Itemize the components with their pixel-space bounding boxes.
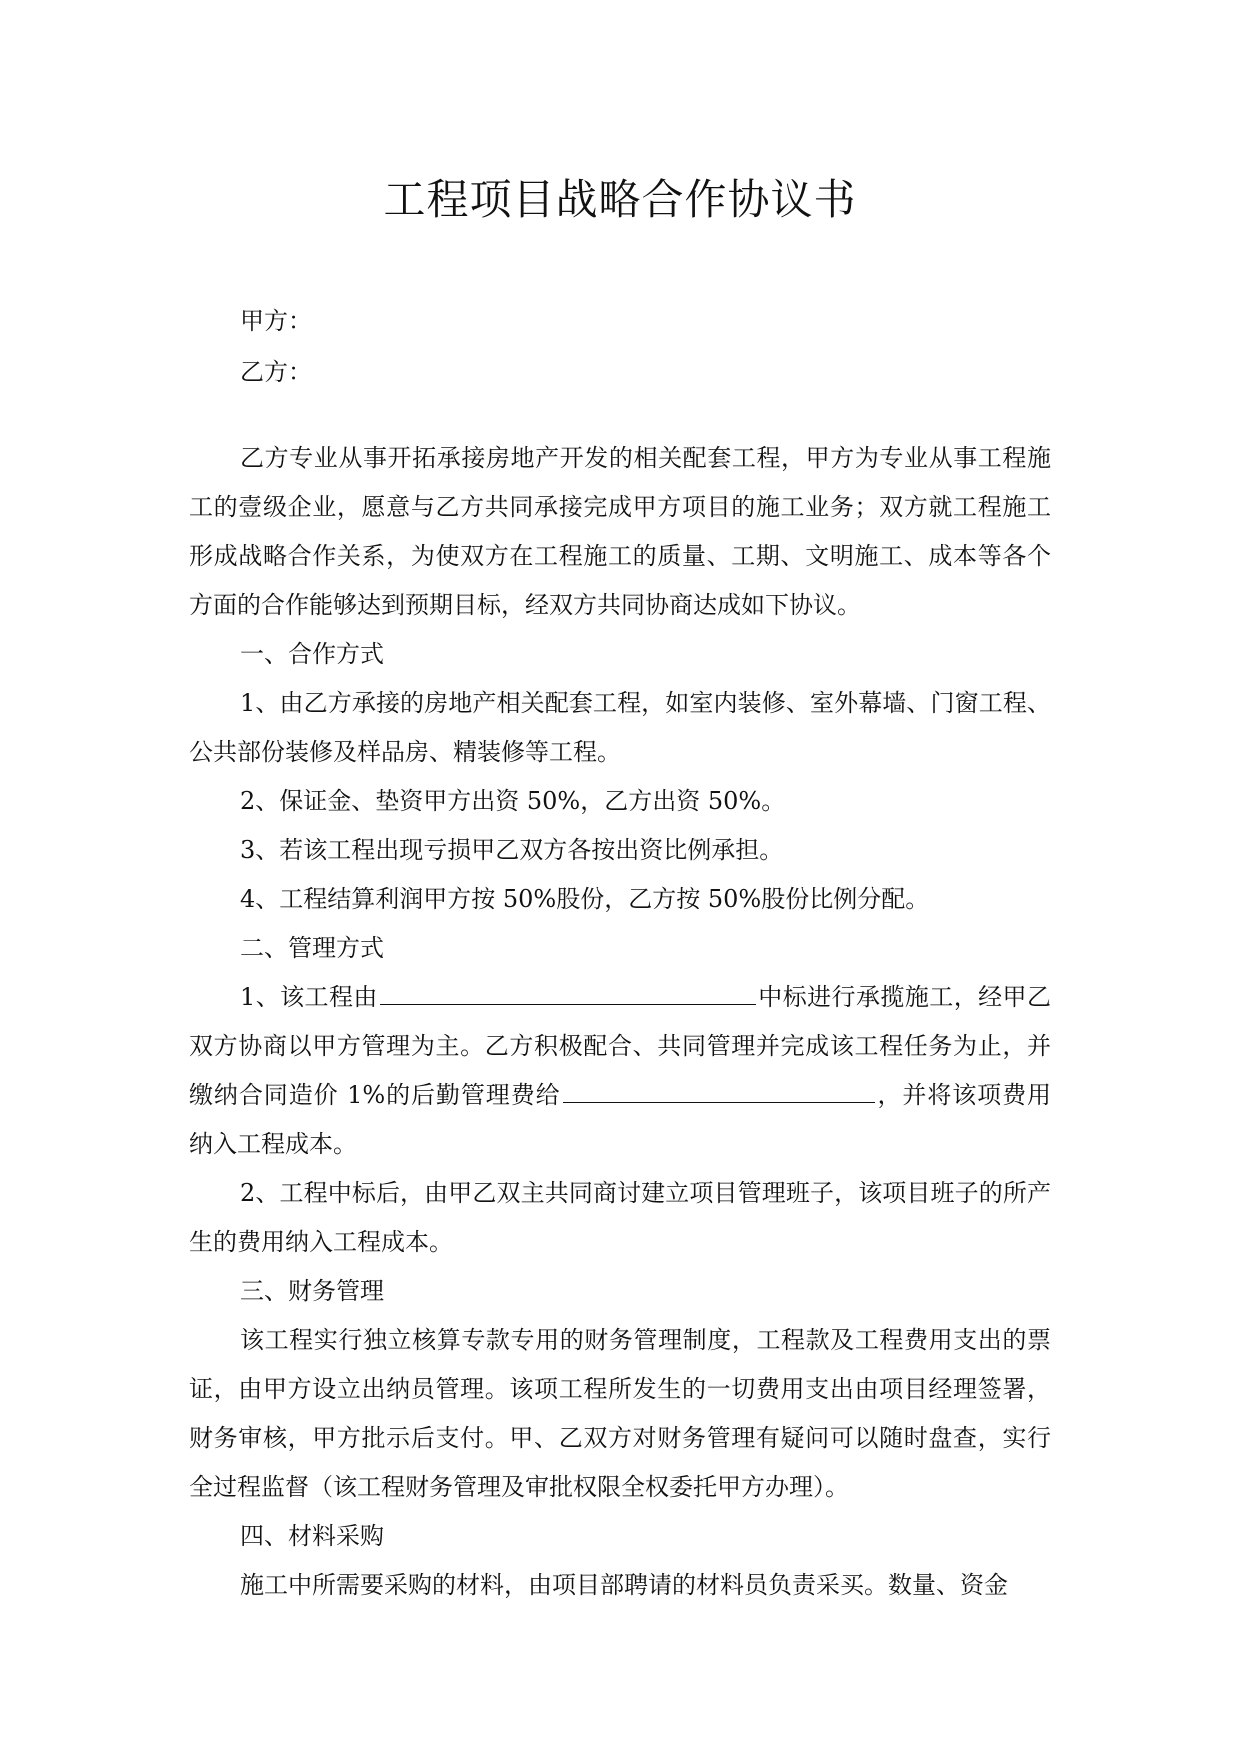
- section-2-heading: 二、管理方式: [240, 934, 384, 962]
- parties-block: [240, 296, 1040, 398]
- section-3-text: 该工程实行独立核算专款专用的财务管理制度，工程款及工程费用支出的票证，由甲方设立出纳员管理。该项工程所发生的一切费用支出由项目经理签署，财务审核，甲方批示后支付。甲、乙双方对财务管理有疑问可以随时盘查，实行全过程监督（该工程财务管理及审批权限全权委托甲方办理）。: [189, 1326, 1051, 1501]
- section-2-item-2: 2、工程中标后，由甲乙双主共同商讨建立项目管理班子，该项目班子的所产生的费用纳入工程成本。: [189, 1179, 1051, 1256]
- fee-recipient-blank-line: [563, 1080, 875, 1103]
- section-1-item-4: 4、工程结算利润甲方按 50%股份，乙方按 50%股份比例分配。: [240, 885, 930, 913]
- document-body: [189, 434, 1051, 1610]
- contractor-blank-line: [380, 982, 756, 1005]
- section-4-heading: 四、材料采购: [240, 1522, 384, 1550]
- section-2-item-1-part-b: 中标进行承揽施工，经甲乙双方协商以甲方管理为主。乙方积极配合、共同管理并完成该工程任务为止，并缴纳合同造价 1%的后勤管理费给: [189, 983, 1051, 1109]
- section-1-item-2: 2、保证金、垫资甲方出资 50%，乙方出资 50%。: [240, 787, 786, 815]
- document-title: 工程项目战略合作协议书: [383, 175, 857, 224]
- section-1-item-3: 3、若该工程出现亏损甲乙双方各按出资比例承担。: [240, 836, 784, 864]
- section-4-text: 施工中所需要采购的材料，由项目部聘请的材料员负责采买。数量、资金: [240, 1571, 1008, 1599]
- intro-paragraph: 乙方专业从事开拓承接房地产开发的相关配套工程，甲方为专业从事工程施工的壹级企业，愿意与乙方共同承接完成甲方项目的施工业务；双方就工程施工形成战略合作关系，为使双方在工程施工的质量、工期、文明施工、成本等各个方面的合作能够达到预期目标，经双方共同协商达成如下协议。: [189, 444, 1051, 619]
- section-2-item-1: [189, 973, 1051, 1169]
- section-1-heading: 一、合作方式: [240, 640, 384, 668]
- section-3-heading: 三、财务管理: [240, 1277, 384, 1305]
- party-a-line: 甲方：: [240, 307, 312, 335]
- section-2-item-1-part-c: ，并将该项费用纳入工程成本。: [189, 1081, 1052, 1158]
- section-2-item-1-part-a: 1、该工程由: [240, 983, 378, 1011]
- section-1-item-1: 1、由乙方承接的房地产相关配套工程，如室内装修、室外幕墙、门窗工程、公共部份装修及样品房、精装修等工程。: [189, 689, 1051, 766]
- party-b-line: 乙方：: [240, 358, 312, 386]
